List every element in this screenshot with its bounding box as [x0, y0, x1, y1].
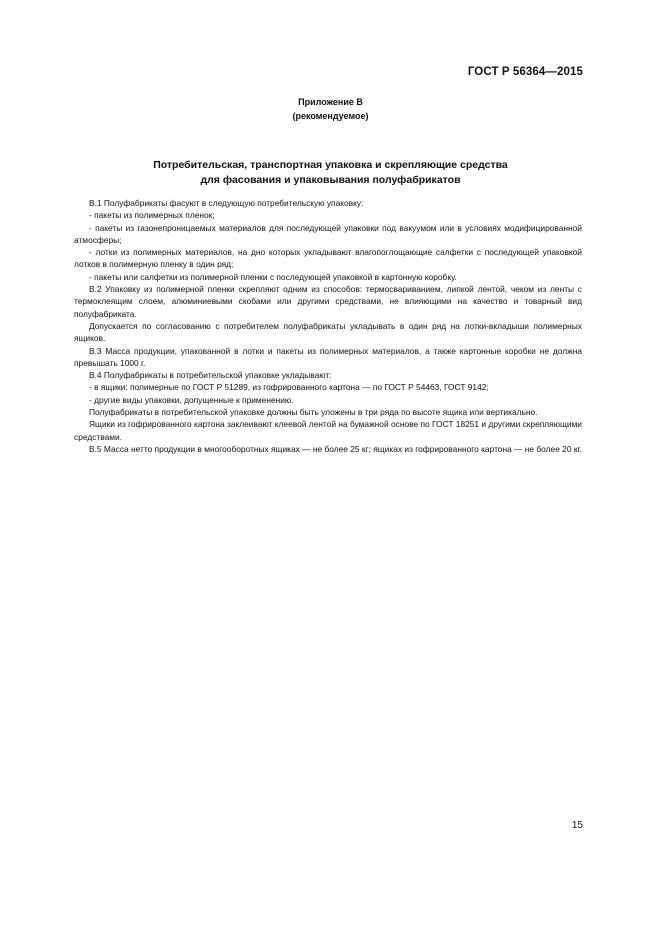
body-text [74, 197, 582, 455]
paragraph: В.3 Масса продукции, упакованной в лотки и пакеты из полимерных материалов, а также картонные коробки не должна превышать 1000 г. [74, 345, 582, 368]
list-item: - в ящики: полимерные по ГОСТ Р 51289, из гофрированного картона — по ГОСТ Р 54463, ГОСТ 9142; [89, 382, 489, 393]
list-item: - пакеты из полимерных пленок; [89, 210, 215, 221]
title-line-2: для фасования и упаковывания полуфабрикатов [200, 174, 461, 186]
list-item: - другие виды упаковки, допущенные к применению. [89, 394, 294, 405]
appendix-heading [0, 95, 661, 123]
paragraph: В.2 Упаковку из полимерной пленки скрепляют одним из способов: термосвариванием, липкой лентой, чеком из ленты с термоклеящим слоем, алюминиевыми скобами или другими средствами, не влияющими на качество и товарный вид полуфабриката. [74, 284, 582, 319]
paragraph: В.4 Полуфабрикаты в потребительской упаковке укладывают: [89, 370, 332, 381]
paragraph: В.1 Полуфабрикаты фасуют в следующую потребительскую упаковку: [89, 198, 364, 208]
document-title [0, 158, 661, 188]
standard-code: ГОСТ Р 56364—2015 [467, 66, 583, 78]
paragraph: Допускается по согласованию с потребителем полуфабрикаты укладывать в один ряд на лотки-вкладыши полимерных ящиков. [74, 320, 582, 344]
appendix-label: Приложение В [298, 97, 363, 107]
paragraph: Ящики из гофрированного картона заклеивают клеевой лентой на бумажной основе по ГОСТ 18251 и другими скрепляющими средствами. [74, 419, 582, 442]
page-number: 15 [571, 820, 583, 831]
list-item: - пакеты из газонепроницаемых материалов для последующей упаковки под вакуумом или в условиях модифицированной атмосферы; [74, 222, 582, 245]
list-item: - лотки из полимерных материалов, на дно которых укладывают влагопоглощающие салфетки с последующей упаковкой лотков в полимерную пленку в один ряд; [74, 247, 582, 270]
paragraph: В.5 Масса нетто продукции в многооборотных ящиках — не более 25 кг; ящиках из гофрированного картона — не более 20 кг. [89, 443, 582, 454]
appendix-status: (рекомендуемое) [292, 111, 369, 121]
paragraph: Полуфабрикаты в потребительской упаковке должны быть уложены в три ряда по высоте ящика или вертикально. [89, 407, 538, 418]
list-item: - пакеты или салфетки из полимерной пленки с последующей упаковкой в картонную коробку. [89, 271, 457, 282]
title-line-1: Потребительская, транспортная упаковка и скрепляющие средства [153, 159, 508, 171]
